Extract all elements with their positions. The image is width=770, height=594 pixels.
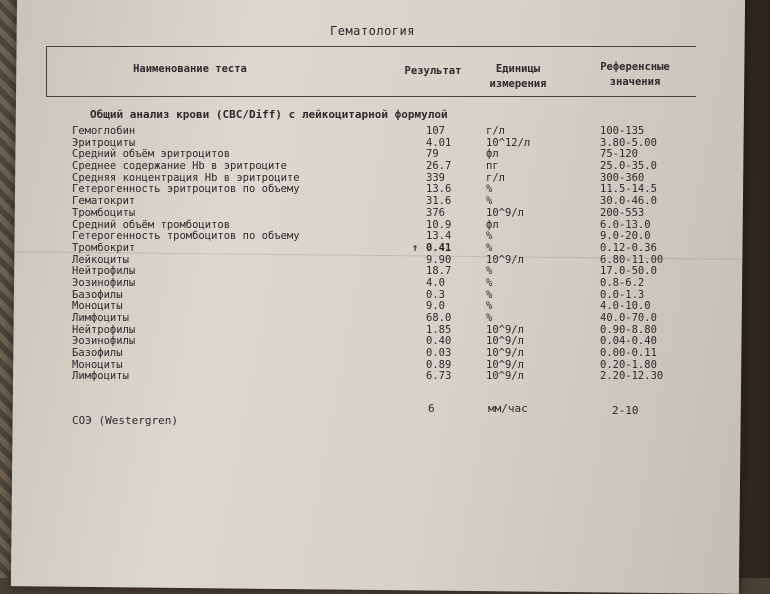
test-name: Средний объём тромбоцитов: [72, 218, 231, 231]
test-unit: г/л: [486, 171, 505, 184]
test-result: 68.0: [426, 312, 452, 324]
table-row: [0, 278, 770, 290]
high-flag-arrow-icon: ↑: [412, 241, 419, 254]
esr-reference: 2-10: [612, 404, 639, 417]
test-reference: 9.0-20.0: [600, 230, 651, 243]
test-name: Базофилы: [72, 347, 123, 360]
test-reference: 25.0-35.0: [600, 160, 657, 173]
table-row: [0, 161, 770, 173]
test-result: 0.03: [426, 347, 452, 360]
header-rule-bottom: [46, 96, 696, 97]
column-header-units-line1: Единицы: [495, 63, 541, 75]
test-unit: 10^9/л: [486, 335, 524, 348]
test-unit: пг: [486, 160, 499, 173]
test-unit: %: [486, 312, 493, 324]
test-name: Тромбокрит: [72, 241, 136, 254]
test-result: 339: [426, 171, 445, 184]
test-unit: %: [486, 276, 493, 289]
test-reference: 300-360: [600, 171, 645, 184]
header-rule-left: [46, 46, 47, 96]
table-row: [0, 126, 770, 138]
test-result: 18.7: [426, 265, 452, 278]
test-name: Тромбоциты: [72, 206, 136, 219]
test-name: Моноциты: [72, 358, 123, 371]
test-result: 107: [426, 125, 445, 137]
test-name: Среднее содержание Hb в эритроците: [72, 160, 287, 173]
test-unit: 10^9/л: [486, 323, 524, 336]
test-reference: 200-553: [600, 206, 645, 219]
test-reference: 4.0-10.0: [600, 300, 651, 313]
test-result: 9.0: [426, 300, 445, 313]
test-reference: 0.8-6.2: [600, 276, 645, 289]
test-name: Лимфоциты: [72, 370, 129, 383]
column-header-reference-line2: значения: [609, 76, 661, 88]
test-unit: %: [486, 288, 493, 301]
test-reference: 6.0-13.0: [600, 218, 651, 231]
table-row: [0, 371, 770, 383]
test-name: Средняя концентрация Hb в эритроците: [72, 171, 300, 184]
test-unit: 10^12/л: [486, 136, 531, 149]
esr-name: СОЭ (Westergren): [72, 414, 178, 427]
column-header-units: [478, 62, 558, 92]
test-reference: 0.90-8.80: [600, 323, 657, 336]
test-unit: %: [486, 183, 493, 196]
test-name: Лимфоциты: [72, 312, 129, 324]
test-unit: фл: [486, 218, 499, 231]
test-result: 0.3: [426, 288, 445, 301]
test-reference: 30.0-46.0: [600, 195, 657, 208]
test-name: Моноциты: [72, 300, 123, 313]
test-name: Лейкоциты: [72, 253, 129, 266]
column-header-test: Наименование теста: [133, 63, 247, 75]
table-row: [0, 208, 770, 220]
esr-unit: мм/час: [488, 402, 528, 415]
test-result: 4.01: [426, 136, 452, 149]
header-rule-top: [46, 46, 696, 47]
page-title: Гематология: [330, 24, 415, 38]
test-name: Средний объём эритроцитов: [72, 148, 231, 161]
test-unit: 10^9/л: [486, 206, 524, 219]
results-table: [0, 126, 770, 383]
test-unit: %: [486, 230, 493, 243]
test-reference: 0.04-0.40: [600, 335, 657, 348]
test-result: 26.7: [426, 160, 452, 173]
test-result: 0.41: [426, 241, 452, 254]
test-reference: 0.12-0.36: [600, 241, 657, 254]
test-reference: 3.80-5.00: [600, 136, 657, 149]
test-result: 13.4: [426, 230, 452, 243]
test-result: 13.6: [426, 183, 452, 196]
test-unit: г/л: [486, 125, 505, 137]
test-result: 10.9: [426, 218, 452, 231]
test-unit: 10^9/л: [486, 347, 524, 360]
test-reference: 100-135: [600, 125, 645, 137]
test-reference: 40.0-70.0: [600, 312, 657, 324]
esr-result: 6: [428, 402, 435, 415]
column-header-result: Результат: [404, 65, 462, 77]
test-result: 1.85: [426, 323, 452, 336]
test-result: 376: [426, 206, 445, 219]
test-reference: 0.20-1.80: [600, 358, 657, 371]
test-unit: фл: [486, 148, 499, 161]
test-name: Базофилы: [72, 288, 123, 301]
test-reference: 17.0-50.0: [600, 265, 657, 278]
table-row: [0, 243, 770, 255]
test-result: 4.0: [426, 276, 445, 289]
test-name: Нейтрофилы: [72, 323, 136, 336]
test-name: Гетерогенность эритроцитов по объему: [72, 183, 300, 196]
test-name: Эозинофилы: [72, 335, 136, 348]
test-reference: 11.5-14.5: [600, 183, 657, 196]
test-reference: 6.80-11.00: [600, 253, 664, 266]
test-name: Гетерогенность тромбоцитов по объему: [72, 230, 300, 243]
column-header-reference: [590, 60, 680, 90]
test-name: Гематокрит: [72, 195, 136, 208]
test-unit: %: [486, 265, 493, 278]
test-name: Нейтрофилы: [72, 265, 136, 278]
test-result: 9.90: [426, 253, 452, 266]
test-unit: 10^9/л: [486, 358, 524, 371]
test-name: Гемоглобин: [72, 125, 136, 137]
test-reference: 75-120: [600, 148, 638, 161]
test-unit: 10^9/л: [486, 370, 524, 383]
table-row: [0, 313, 770, 325]
column-header-units-line2: измерения: [489, 78, 547, 90]
column-header-reference-line1: Референсные: [600, 61, 670, 73]
test-result: 79: [426, 148, 439, 161]
test-result: 0.40: [426, 335, 452, 348]
test-result: 0.89: [426, 358, 452, 371]
table-row: [0, 348, 770, 360]
test-reference: 0.0-1.3: [600, 288, 645, 301]
test-result: 6.73: [426, 370, 452, 383]
test-unit: %: [486, 241, 493, 254]
test-reference: 0.00-0.11: [600, 347, 657, 360]
test-name: Эритроциты: [72, 136, 136, 149]
section-title: Общий анализ крови (CBC/Diff) с лейкоцитарной формулой: [90, 108, 448, 121]
test-result: 31.6: [426, 195, 452, 208]
test-unit: 10^9/л: [486, 253, 524, 266]
test-unit: %: [486, 300, 493, 313]
test-reference: 2.20-12.30: [600, 370, 664, 383]
test-name: Эозинофилы: [72, 276, 136, 289]
test-unit: %: [486, 195, 493, 208]
